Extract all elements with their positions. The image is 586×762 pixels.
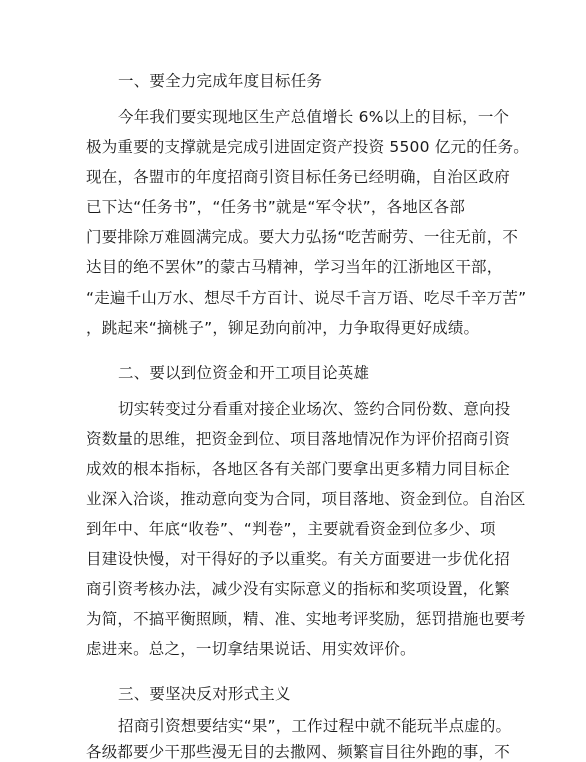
body-line: 各级都要少干那些漫无目的去撒网、频繁盲目往外跑的事，不: [86, 743, 510, 761]
section-heading-3: 三、要坚决反对形式主义: [118, 685, 291, 703]
body-line: 招商引资想要结实“果”，工作过程中就不能玩半点虚的。: [118, 717, 512, 735]
body-line: 今年我们要实现地区生产总值增长 6%以上的目标，一个: [118, 108, 510, 126]
body-line: 业深入洽谈，推动意向变为合同，项目落地、资金到位。自治区: [86, 490, 526, 508]
section-heading-1: 一、要全力完成年度目标任务: [118, 72, 323, 90]
body-line: 成效的根本指标，各地区各有关部门要拿出更多精力同目标企: [86, 460, 510, 478]
body-line: 资数量的思维，把资金到位、项目落地情况作为评价招商引资: [86, 430, 510, 448]
body-line: 达目的绝不罢休”的蒙古马精神，学习当年的江浙地区干部，: [86, 258, 503, 276]
body-line: 到年中、年底“收卷”、“判卷”，主要就看资金到位多少、项: [86, 520, 496, 538]
body-line: 虑进来。总之，一切拿结果说话、用实效评价。: [86, 640, 416, 658]
body-line: 极为重要的支撑就是完成引进固定资产投资 5500 亿元的任务。: [86, 138, 530, 156]
body-line: 切实转变过分看重对接企业场次、签约合同份数、意向投: [118, 400, 511, 418]
body-line: 现在，各盟市的年度招商引资目标任务已经明确，自治区政府: [86, 168, 510, 186]
body-line: 已下达“任务书”，“任务书”就是“军令状”，各地区各部: [86, 198, 466, 216]
body-line: 商引资考核办法，减少没有实际意义的指标和奖项设置，化繁: [86, 580, 510, 598]
body-line: “走遍千山万水、想尽千方百计、说尽千言万语、吃尽千辛万苦”: [86, 289, 527, 307]
body-line: 为简，不搞平衡照顾，精、准、实地考评奖励，惩罚措施也要考: [86, 610, 526, 628]
body-line: 门要排除万难圆满完成。要大力弘扬“吃苦耐劳、一往无前，不: [86, 228, 519, 246]
body-line: 目建设快慢，对干得好的予以重奖。有关方面要进一步优化招: [86, 550, 510, 568]
body-line: ，跳起来“摘桃子”，铆足劲向前冲，力争取得更好成绩。: [86, 319, 480, 337]
section-heading-2: 二、要以到位资金和开工项目论英雄: [118, 364, 370, 382]
